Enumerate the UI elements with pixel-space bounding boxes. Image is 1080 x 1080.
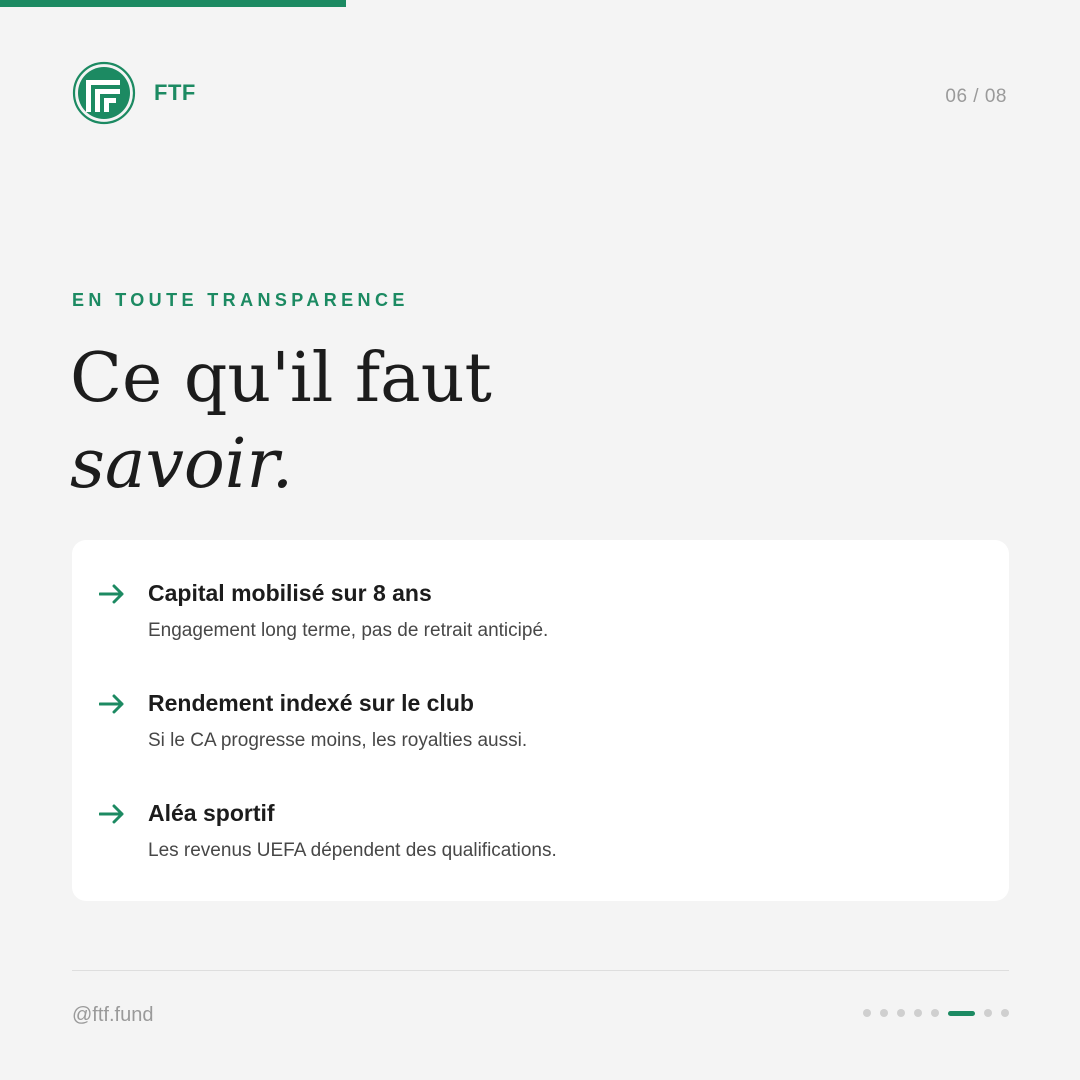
slide-indicator [854, 1009, 1009, 1017]
progress-bar [0, 0, 346, 7]
item-title: Rendement indexé sur le club [148, 690, 474, 716]
brand [72, 61, 196, 125]
slide-dot [914, 1009, 922, 1017]
social-handle: @ftf.fund [72, 1004, 154, 1026]
slide-dot [880, 1009, 888, 1017]
section-eyebrow: EN TOUTE TRANSPARENCE [72, 290, 409, 310]
item-description: Si le CA progresse moins, les royalties aussi. [148, 730, 528, 751]
slide-dot-active [948, 1011, 975, 1016]
arrow-right-icon [99, 694, 125, 714]
page-counter: 06 / 08 [945, 86, 1007, 107]
item-description: Engagement long terme, pas de retrait anticipé. [148, 620, 549, 641]
headline [70, 336, 492, 508]
slide-dot [984, 1009, 992, 1017]
arrow-right-icon [99, 804, 125, 824]
brand-name: FTF [154, 80, 196, 105]
arrow-right-icon [99, 584, 125, 604]
headline-line-1: Ce qu'il faut [70, 339, 492, 418]
item-title: Capital mobilisé sur 8 ans [148, 580, 432, 606]
item-title: Aléa sportif [148, 800, 275, 826]
slide-dot [1001, 1009, 1009, 1017]
footer-divider [72, 970, 1009, 971]
slide-dot [863, 1009, 871, 1017]
progress-track [0, 0, 1080, 7]
ftf-monogram-icon [72, 61, 136, 125]
slide-dot [897, 1009, 905, 1017]
slide-dot [931, 1009, 939, 1017]
headline-line-2: savoir. [70, 425, 294, 504]
info-card [72, 540, 1009, 901]
item-description: Les revenus UEFA dépendent des qualifications. [148, 840, 557, 861]
